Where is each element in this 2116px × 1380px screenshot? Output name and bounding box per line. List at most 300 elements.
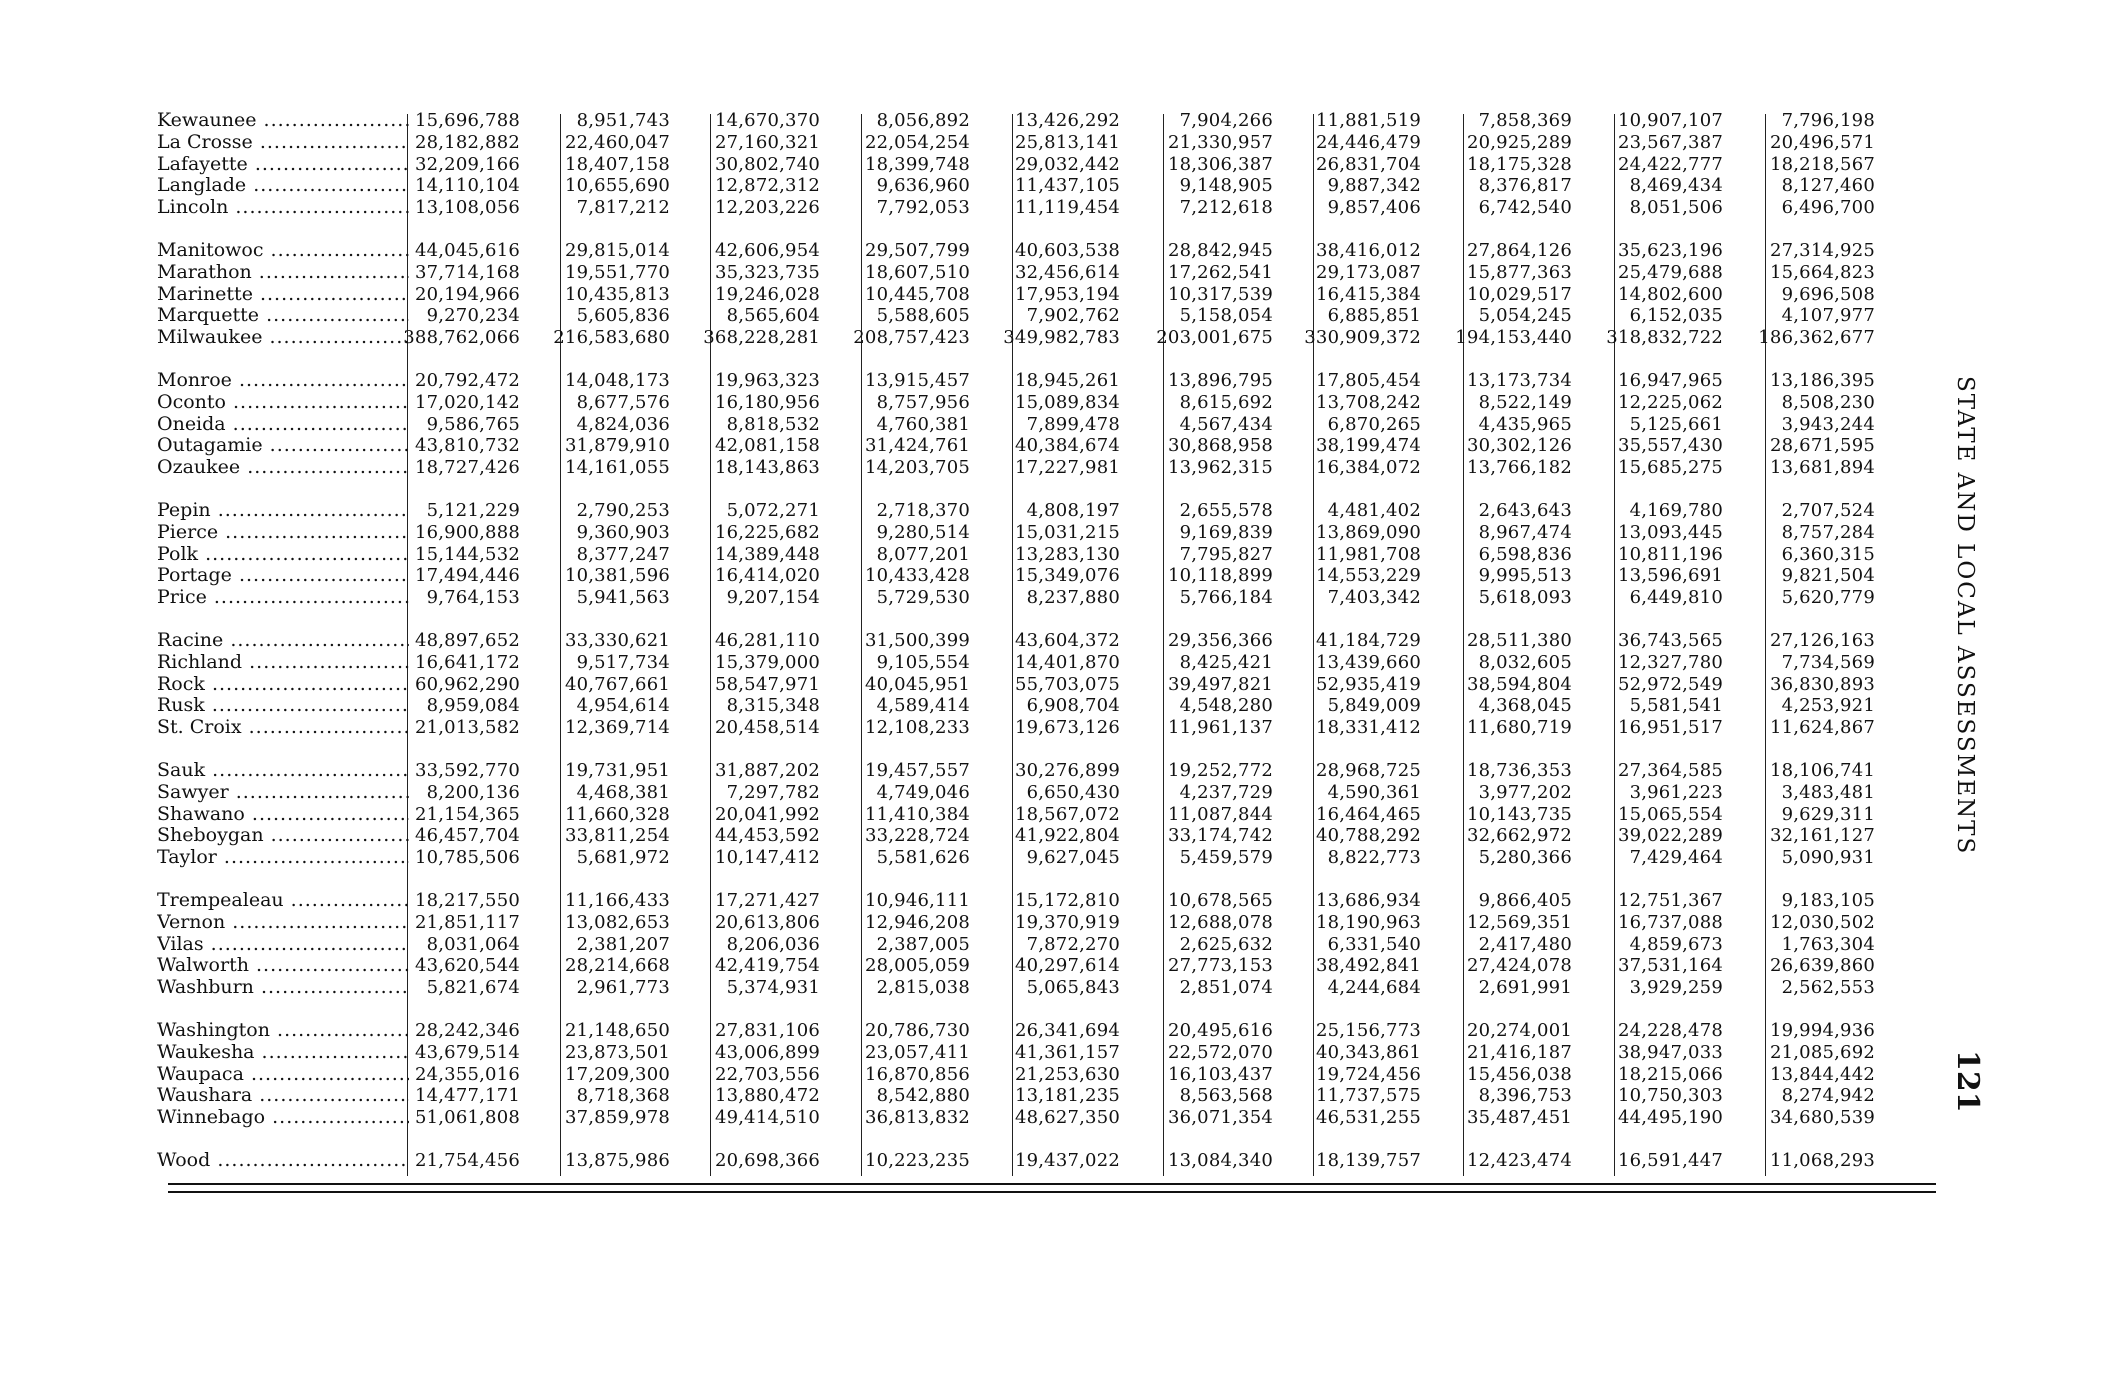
- table-row: [155, 284, 1935, 306]
- value-cell: 22,572,070: [1167, 1041, 1273, 1063]
- value-cell: 43,006,899: [714, 1041, 820, 1063]
- value-cell: 11,961,137: [1167, 717, 1273, 739]
- value-cell: 60,962,290: [414, 673, 520, 695]
- value-cell: 18,190,963: [1315, 911, 1421, 933]
- value-cell: 15,379,000: [714, 651, 820, 673]
- value-cell: 6,870,265: [1327, 413, 1421, 435]
- value-cell: 4,435,965: [1478, 413, 1572, 435]
- value-cell: 20,194,966: [414, 283, 520, 305]
- running-head: STATE AND LOCAL ASSESSMENTS: [1952, 376, 1978, 856]
- county-name: Manitowoc .....: [157, 240, 409, 262]
- value-cell: 18,175,328: [1466, 153, 1572, 175]
- value-cell: 18,399,748: [864, 153, 970, 175]
- value-cell: 40,297,614: [1014, 955, 1120, 977]
- value-cell: 18,139,757: [1315, 1150, 1421, 1171]
- county-group: [155, 1020, 1935, 1129]
- value-cell: 6,496,700: [1781, 197, 1875, 219]
- value-cell: 9,148,905: [1179, 175, 1273, 197]
- value-cell: 18,215,066: [1617, 1063, 1723, 1085]
- value-cell: 10,143,735: [1466, 803, 1572, 825]
- value-cell: 40,343,861: [1315, 1041, 1421, 1063]
- value-cell: 186,362,677: [1758, 327, 1875, 349]
- value-cell: 14,110,104: [414, 175, 520, 197]
- bottom-rule-upper: [168, 1183, 1936, 1185]
- value-cell: 52,972,549: [1617, 673, 1723, 695]
- table-row: [155, 435, 1935, 457]
- value-cell: 7,902,762: [1026, 305, 1120, 327]
- county-name: Winnebago .....: [157, 1107, 409, 1129]
- value-cell: 8,200,136: [426, 781, 520, 803]
- value-cell: 15,664,823: [1769, 261, 1875, 283]
- value-cell: 9,857,406: [1327, 197, 1421, 219]
- value-cell: 8,315,348: [726, 695, 820, 717]
- value-cell: 2,851,074: [1179, 977, 1273, 999]
- value-cell: 5,941,563: [576, 587, 670, 609]
- value-cell: 7,734,569: [1781, 651, 1875, 673]
- value-cell: 18,306,387: [1167, 153, 1273, 175]
- value-cell: 5,158,054: [1179, 305, 1273, 327]
- value-cell: 2,691,991: [1478, 977, 1572, 999]
- value-cell: 13,426,292: [1014, 110, 1120, 131]
- value-cell: 35,623,196: [1617, 240, 1723, 261]
- table-row: [155, 305, 1935, 327]
- value-cell: 36,743,565: [1617, 630, 1723, 651]
- value-cell: 12,108,233: [864, 717, 970, 739]
- county-name: Polk .....: [157, 544, 409, 566]
- county-name: Sawyer .....: [157, 782, 409, 804]
- table-row: [155, 912, 1935, 934]
- value-cell: 2,655,578: [1179, 500, 1273, 521]
- value-cell: 44,453,592: [714, 825, 820, 847]
- county-name: Rusk .....: [157, 695, 409, 717]
- value-cell: 6,650,430: [1026, 781, 1120, 803]
- county-name: Richland .....: [157, 652, 409, 674]
- table-row: [155, 327, 1935, 349]
- value-cell: 19,252,772: [1167, 760, 1273, 781]
- value-cell: 10,433,428: [864, 565, 970, 587]
- value-cell: 20,792,472: [414, 370, 520, 391]
- value-cell: 33,228,724: [864, 825, 970, 847]
- value-cell: 8,377,247: [576, 543, 670, 565]
- value-cell: 28,671,595: [1769, 435, 1875, 457]
- table-row: [155, 587, 1935, 609]
- value-cell: 4,169,780: [1629, 500, 1723, 521]
- value-cell: 9,636,960: [876, 175, 970, 197]
- table-row: [155, 522, 1935, 544]
- value-cell: 15,349,076: [1014, 565, 1120, 587]
- value-cell: 33,592,770: [414, 760, 520, 781]
- value-cell: 7,899,478: [1026, 413, 1120, 435]
- value-cell: 8,522,149: [1478, 391, 1572, 413]
- value-cell: 216,583,680: [553, 327, 670, 349]
- value-cell: 42,606,954: [714, 240, 820, 261]
- value-cell: 5,588,605: [876, 305, 970, 327]
- value-cell: 4,824,036: [576, 413, 670, 435]
- value-cell: 8,237,880: [1026, 587, 1120, 609]
- value-cell: 17,805,454: [1315, 370, 1421, 391]
- value-cell: 35,323,735: [714, 261, 820, 283]
- county-name: Waushara .....: [157, 1085, 409, 1107]
- county-name: Lafayette .....: [157, 154, 409, 176]
- value-cell: 12,203,226: [714, 197, 820, 219]
- value-cell: 194,153,440: [1455, 327, 1572, 349]
- value-cell: 27,314,925: [1769, 240, 1875, 261]
- value-cell: 11,437,105: [1014, 175, 1120, 197]
- value-cell: 44,045,616: [414, 240, 520, 261]
- value-cell: 20,496,571: [1769, 131, 1875, 153]
- value-cell: 8,822,773: [1327, 847, 1421, 869]
- value-cell: 7,212,618: [1179, 197, 1273, 219]
- value-cell: 31,500,399: [864, 630, 970, 651]
- value-cell: 13,708,242: [1315, 391, 1421, 413]
- value-cell: 13,186,395: [1769, 370, 1875, 391]
- value-cell: 9,105,554: [876, 651, 970, 673]
- value-cell: 51,061,808: [414, 1107, 520, 1129]
- value-cell: 30,302,126: [1466, 435, 1572, 457]
- value-cell: 7,872,270: [1026, 933, 1120, 955]
- value-cell: 13,439,660: [1315, 651, 1421, 673]
- value-cell: 28,842,945: [1167, 240, 1273, 261]
- value-cell: 20,041,992: [714, 803, 820, 825]
- value-cell: 13,880,472: [714, 1085, 820, 1107]
- value-cell: 14,389,448: [714, 543, 820, 565]
- value-cell: 8,425,421: [1179, 651, 1273, 673]
- value-cell: 17,953,194: [1014, 283, 1120, 305]
- county-name: Marinette .....: [157, 284, 409, 306]
- value-cell: 13,596,691: [1617, 565, 1723, 587]
- value-cell: 14,477,171: [414, 1085, 520, 1107]
- value-cell: 8,757,956: [876, 391, 970, 413]
- value-cell: 9,360,903: [576, 521, 670, 543]
- value-cell: 4,253,921: [1781, 695, 1875, 717]
- value-cell: 16,225,682: [714, 521, 820, 543]
- value-cell: 9,280,514: [876, 521, 970, 543]
- value-cell: 4,237,729: [1179, 781, 1273, 803]
- value-cell: 21,085,692: [1769, 1041, 1875, 1063]
- value-cell: 12,225,062: [1617, 391, 1723, 413]
- value-cell: 10,445,708: [864, 283, 970, 305]
- value-cell: 33,811,254: [564, 825, 670, 847]
- value-cell: 15,065,554: [1617, 803, 1723, 825]
- county-name: Marquette .....: [157, 305, 409, 327]
- value-cell: 20,274,001: [1466, 1020, 1572, 1041]
- table-row: [155, 565, 1935, 587]
- table-row: [155, 1107, 1935, 1129]
- value-cell: 26,341,694: [1014, 1020, 1120, 1041]
- table-row: [155, 934, 1935, 956]
- value-cell: 6,885,851: [1327, 305, 1421, 327]
- value-cell: 16,947,965: [1617, 370, 1723, 391]
- value-cell: 12,872,312: [714, 175, 820, 197]
- table-row: [155, 197, 1935, 219]
- value-cell: 40,603,538: [1014, 240, 1120, 261]
- value-cell: 4,567,434: [1179, 413, 1273, 435]
- value-cell: 28,511,380: [1466, 630, 1572, 651]
- value-cell: 13,869,090: [1315, 521, 1421, 543]
- value-cell: 7,429,464: [1629, 847, 1723, 869]
- value-cell: 8,274,942: [1781, 1085, 1875, 1107]
- county-name: Milwaukee .....: [157, 327, 409, 349]
- value-cell: 18,945,261: [1014, 370, 1120, 391]
- value-cell: 19,994,936: [1769, 1020, 1875, 1041]
- value-cell: 8,508,230: [1781, 391, 1875, 413]
- value-cell: 5,459,579: [1179, 847, 1273, 869]
- county-group: [155, 760, 1935, 869]
- value-cell: 19,246,028: [714, 283, 820, 305]
- value-cell: 3,483,481: [1781, 781, 1875, 803]
- value-cell: 32,456,614: [1014, 261, 1120, 283]
- value-cell: 12,569,351: [1466, 911, 1572, 933]
- county-group: [155, 370, 1935, 479]
- value-cell: 4,481,402: [1327, 500, 1421, 521]
- value-cell: 28,005,059: [864, 955, 970, 977]
- value-cell: 34,680,539: [1769, 1107, 1875, 1129]
- value-cell: 21,013,582: [414, 717, 520, 739]
- value-cell: 11,680,719: [1466, 717, 1572, 739]
- value-cell: 14,161,055: [564, 457, 670, 479]
- value-cell: 21,330,957: [1167, 131, 1273, 153]
- value-cell: 2,387,005: [876, 933, 970, 955]
- table-row: [155, 175, 1935, 197]
- value-cell: 208,757,423: [853, 327, 970, 349]
- value-cell: 19,673,126: [1014, 717, 1120, 739]
- value-cell: 11,737,575: [1315, 1085, 1421, 1107]
- value-cell: 32,161,127: [1769, 825, 1875, 847]
- value-cell: 43,620,544: [414, 955, 520, 977]
- value-cell: 38,594,804: [1466, 673, 1572, 695]
- value-cell: 10,678,565: [1167, 890, 1273, 911]
- value-cell: 9,821,504: [1781, 565, 1875, 587]
- value-cell: 15,172,810: [1014, 890, 1120, 911]
- value-cell: 4,808,197: [1026, 500, 1120, 521]
- value-cell: 5,849,009: [1327, 695, 1421, 717]
- value-cell: 15,031,215: [1014, 521, 1120, 543]
- value-cell: 25,813,141: [1014, 131, 1120, 153]
- value-cell: 29,507,799: [864, 240, 970, 261]
- value-cell: 2,961,773: [576, 977, 670, 999]
- table-row: [155, 1042, 1935, 1064]
- value-cell: 9,517,734: [576, 651, 670, 673]
- value-cell: 13,681,894: [1769, 457, 1875, 479]
- value-cell: 13,108,056: [414, 197, 520, 219]
- value-cell: 7,795,827: [1179, 543, 1273, 565]
- table-row: [155, 955, 1935, 977]
- value-cell: 33,330,621: [564, 630, 670, 651]
- county-name: Washburn .....: [157, 977, 409, 999]
- county-name: Sauk .....: [157, 760, 409, 782]
- county-name: Outagamie .....: [157, 435, 409, 457]
- value-cell: 42,419,754: [714, 955, 820, 977]
- value-cell: 31,887,202: [714, 760, 820, 781]
- value-cell: 20,925,289: [1466, 131, 1572, 153]
- value-cell: 17,227,981: [1014, 457, 1120, 479]
- value-cell: 35,557,430: [1617, 435, 1723, 457]
- value-cell: 13,962,315: [1167, 457, 1273, 479]
- value-cell: 13,283,130: [1014, 543, 1120, 565]
- county-name: Price .....: [157, 587, 409, 609]
- value-cell: 2,707,524: [1781, 500, 1875, 521]
- value-cell: 22,054,254: [864, 131, 970, 153]
- value-cell: 5,620,779: [1781, 587, 1875, 609]
- county-name: Oneida .....: [157, 414, 409, 436]
- value-cell: 14,670,370: [714, 110, 820, 131]
- county-name: La Crosse .....: [157, 132, 409, 154]
- value-cell: 16,103,437: [1167, 1063, 1273, 1085]
- value-cell: 21,154,365: [414, 803, 520, 825]
- value-cell: 203,001,675: [1156, 327, 1273, 349]
- value-cell: 41,922,804: [1014, 825, 1120, 847]
- value-cell: 27,831,106: [714, 1020, 820, 1041]
- value-cell: 10,785,506: [414, 847, 520, 869]
- value-cell: 14,802,600: [1617, 283, 1723, 305]
- value-cell: 15,144,532: [414, 543, 520, 565]
- value-cell: 20,786,730: [864, 1020, 970, 1041]
- value-cell: 42,081,158: [714, 435, 820, 457]
- value-cell: 12,751,367: [1617, 890, 1723, 911]
- value-cell: 9,629,311: [1781, 803, 1875, 825]
- value-cell: 7,297,782: [726, 781, 820, 803]
- value-cell: 36,071,354: [1167, 1107, 1273, 1129]
- value-cell: 13,686,934: [1315, 890, 1421, 911]
- value-cell: 2,718,370: [876, 500, 970, 521]
- value-cell: 15,685,275: [1617, 457, 1723, 479]
- value-cell: 12,946,208: [864, 911, 970, 933]
- value-cell: 18,727,426: [414, 457, 520, 479]
- county-group: [155, 240, 1935, 349]
- value-cell: 11,410,384: [864, 803, 970, 825]
- value-cell: 4,749,046: [876, 781, 970, 803]
- value-cell: 21,253,630: [1014, 1063, 1120, 1085]
- value-cell: 349,982,783: [1003, 327, 1120, 349]
- value-cell: 5,121,229: [426, 500, 520, 521]
- value-cell: 39,497,821: [1167, 673, 1273, 695]
- value-cell: 13,084,340: [1167, 1150, 1273, 1171]
- value-cell: 16,415,384: [1315, 283, 1421, 305]
- value-cell: 23,567,387: [1617, 131, 1723, 153]
- value-cell: 38,947,033: [1617, 1041, 1723, 1063]
- value-cell: 4,589,414: [876, 695, 970, 717]
- table-row: [155, 262, 1935, 284]
- table-row: [155, 717, 1935, 739]
- county-name: Rock .....: [157, 674, 409, 696]
- table-row: [155, 500, 1935, 522]
- value-cell: 29,032,442: [1014, 153, 1120, 175]
- value-cell: 9,183,105: [1781, 890, 1875, 911]
- county-name: Marathon .....: [157, 262, 409, 284]
- value-cell: 19,963,323: [714, 370, 820, 391]
- value-cell: 29,173,087: [1315, 261, 1421, 283]
- value-cell: 17,271,427: [714, 890, 820, 911]
- value-cell: 10,811,196: [1617, 543, 1723, 565]
- value-cell: 10,946,111: [864, 890, 970, 911]
- value-cell: 20,613,806: [714, 911, 820, 933]
- value-cell: 4,590,361: [1327, 781, 1421, 803]
- value-cell: 21,851,117: [414, 911, 520, 933]
- value-cell: 17,494,446: [414, 565, 520, 587]
- value-cell: 13,766,182: [1466, 457, 1572, 479]
- value-cell: 15,877,363: [1466, 261, 1572, 283]
- value-cell: 5,280,366: [1478, 847, 1572, 869]
- value-cell: 4,244,684: [1327, 977, 1421, 999]
- value-cell: 27,126,163: [1769, 630, 1875, 651]
- value-cell: 6,360,315: [1781, 543, 1875, 565]
- value-cell: 18,106,741: [1769, 760, 1875, 781]
- county-name: Pepin .....: [157, 500, 409, 522]
- county-group: [155, 110, 1935, 219]
- value-cell: 28,968,725: [1315, 760, 1421, 781]
- value-cell: 2,790,253: [576, 500, 670, 521]
- value-cell: 8,127,460: [1781, 175, 1875, 197]
- value-cell: 8,563,568: [1179, 1085, 1273, 1107]
- value-cell: 11,981,708: [1315, 543, 1421, 565]
- value-cell: 11,068,293: [1769, 1150, 1875, 1171]
- value-cell: 23,873,501: [564, 1041, 670, 1063]
- assessment-table: [155, 110, 1935, 1185]
- value-cell: 18,218,567: [1769, 153, 1875, 175]
- county-name: Langlade .....: [157, 175, 409, 197]
- value-cell: 5,605,836: [576, 305, 670, 327]
- value-cell: 2,417,480: [1478, 933, 1572, 955]
- value-cell: 8,967,474: [1478, 521, 1572, 543]
- county-name: Vilas .....: [157, 934, 409, 956]
- value-cell: 9,169,839: [1179, 521, 1273, 543]
- value-cell: 7,858,369: [1478, 110, 1572, 131]
- county-name: Ozaukee .....: [157, 457, 409, 479]
- value-cell: 13,093,445: [1617, 521, 1723, 543]
- value-cell: 5,681,972: [576, 847, 670, 869]
- value-cell: 48,627,350: [1014, 1107, 1120, 1129]
- value-cell: 11,660,328: [564, 803, 670, 825]
- value-cell: 11,166,433: [564, 890, 670, 911]
- value-cell: 5,821,674: [426, 977, 520, 999]
- county-group: [155, 630, 1935, 739]
- value-cell: 28,214,668: [564, 955, 670, 977]
- value-cell: 13,896,795: [1167, 370, 1273, 391]
- value-cell: 20,458,514: [714, 717, 820, 739]
- value-cell: 5,581,541: [1629, 695, 1723, 717]
- value-cell: 15,089,834: [1014, 391, 1120, 413]
- value-cell: 39,022,289: [1617, 825, 1723, 847]
- value-cell: 36,830,893: [1769, 673, 1875, 695]
- value-cell: 318,832,722: [1606, 327, 1723, 349]
- value-cell: 5,072,271: [726, 500, 820, 521]
- value-cell: 7,904,266: [1179, 110, 1273, 131]
- value-cell: 46,281,110: [714, 630, 820, 651]
- value-cell: 31,879,910: [564, 435, 670, 457]
- value-cell: 9,696,508: [1781, 283, 1875, 305]
- value-cell: 10,435,813: [564, 283, 670, 305]
- value-cell: 43,679,514: [414, 1041, 520, 1063]
- county-group: [155, 1150, 1935, 1172]
- value-cell: 12,423,474: [1466, 1150, 1572, 1171]
- value-cell: 16,464,465: [1315, 803, 1421, 825]
- value-cell: 17,262,541: [1167, 261, 1273, 283]
- table-row: [155, 1020, 1935, 1042]
- value-cell: 6,742,540: [1478, 197, 1572, 219]
- value-cell: 6,598,836: [1478, 543, 1572, 565]
- value-cell: 8,396,753: [1478, 1085, 1572, 1107]
- value-cell: 17,020,142: [414, 391, 520, 413]
- value-cell: 18,217,550: [414, 890, 520, 911]
- value-cell: 14,401,870: [1014, 651, 1120, 673]
- value-cell: 13,875,986: [564, 1150, 670, 1171]
- value-cell: 40,384,674: [1014, 435, 1120, 457]
- value-cell: 46,457,704: [414, 825, 520, 847]
- value-cell: 3,943,244: [1781, 413, 1875, 435]
- value-cell: 7,817,212: [576, 197, 670, 219]
- value-cell: 10,655,690: [564, 175, 670, 197]
- county-name: Waukesha .....: [157, 1042, 409, 1064]
